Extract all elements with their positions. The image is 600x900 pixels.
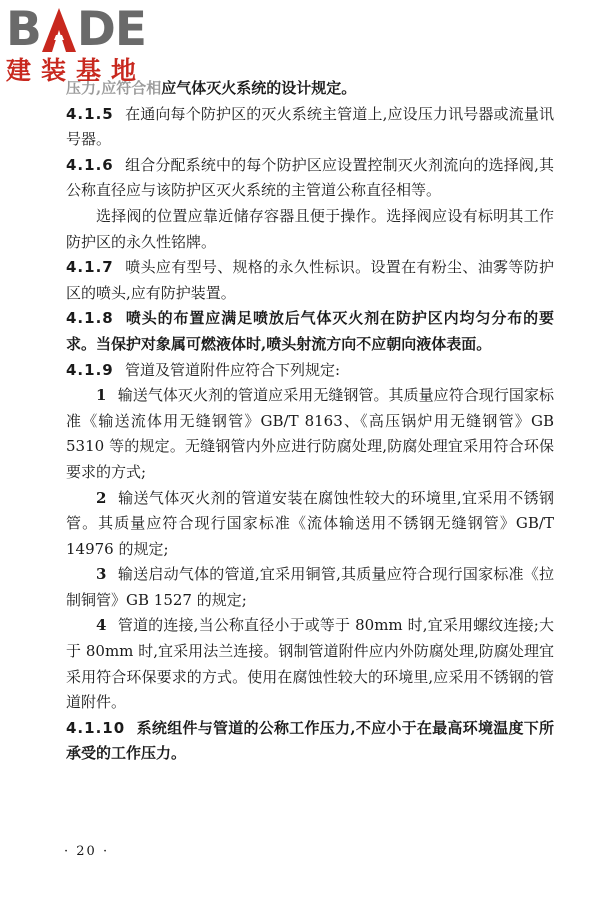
logo-wordmark <box>6 4 176 56</box>
clause-4-1-7 <box>66 255 554 306</box>
clause-number: 4.1.5 <box>66 104 114 123</box>
logo-letters-start: B <box>6 2 41 57</box>
clause-4-1-5 <box>66 102 554 153</box>
clause-4-1-6 <box>66 153 554 204</box>
clause-4-1-6-paragraph-2 <box>66 204 554 255</box>
list-item-text: 输送气体灭火剂的管道安装在腐蚀性较大的环境里,宜采用不锈钢管。其质量应符合现行国家标准《流体输送用不锈钢无缝钢管》GB/T 14976 的规定; <box>66 488 554 558</box>
clause-4-1-10 <box>66 716 554 767</box>
clause-number: 4.1.9 <box>66 360 114 379</box>
clause-text: 选择阀的位置应靠近储存容器且便于操作。选择阀应设有标明其工作防护区的永久性铭牌。 <box>66 206 554 251</box>
clause-text: 喷头的布置应满足喷放后气体灭火剂在防护区内均匀分布的要求。当保护对象属可燃液体时,喷头射流方向不应朝向液体表面。 <box>66 309 554 353</box>
list-item-text: 管道的连接,当公称直径小于或等于 80mm 时,宜采用螺纹连接;大于 80mm 时,宜采用法兰连接。钢制管道附件应内外防腐处理,防腐处理宜采用符合环保要求的方式。使用在腐蚀性较大的环境里,应采用不锈钢的管道附件。 <box>66 616 554 712</box>
clause-text: 管道及管道附件应符合下列规定: <box>124 360 341 379</box>
clause-4-1-8 <box>66 306 554 357</box>
list-item-number: 1 <box>96 386 107 405</box>
clause-number: 4.1.7 <box>66 258 114 277</box>
list-item-2 <box>66 486 554 563</box>
logo-letters-end: DE <box>76 2 146 57</box>
paragraph-text: 应气体灭火系统的设计规定。 <box>161 79 357 97</box>
page-number: · 20 · <box>64 844 110 859</box>
list-item-text: 输送气体灭火剂的管道应采用无缝钢管。其质量应符合现行国家标准《输送流体用无缝钢管》GB/T 8163、《高压锅炉用无缝钢管》GB 5310 等的规定。无缝钢管内外应进行防腐处理,防腐处理宜采用符合环保要求的方式; <box>66 386 554 481</box>
logo <box>6 4 176 86</box>
list-item-4 <box>66 613 554 715</box>
clause-text: 组合分配系统中的每个防护区应设置控制灭火剂流向的选择阀,其公称直径应与该防护区灭火系统的主管道公称直径相等。 <box>66 155 554 200</box>
logo-subtitle: 建装基地 <box>6 56 147 85</box>
clause-number: 4.1.10 <box>66 718 126 737</box>
clause-4-1-9 <box>66 358 554 384</box>
list-item-3 <box>66 562 554 613</box>
list-item-1 <box>66 383 554 485</box>
list-item-number: 4 <box>96 616 107 635</box>
document-body <box>66 76 554 767</box>
clause-text: 在通向每个防护区的灭火系统主管道上,应设压力讯号器或流量讯号器。 <box>66 104 554 149</box>
clause-text: 喷头应有型号、规格的永久性标识。设置在有粉尘、油雾等防护区的喷头,应有防护装置。 <box>66 258 554 302</box>
faded-text: 压力,应符合相 <box>66 79 162 97</box>
list-item-number: 2 <box>96 488 107 507</box>
clause-number: 4.1.6 <box>66 155 114 174</box>
list-item-text: 输送启动气体的管道,宜采用铜管,其质量应符合现行国家标准《拉制铜管》GB 1527 的规定; <box>66 565 554 609</box>
list-item-number: 3 <box>96 565 107 584</box>
clause-number: 4.1.8 <box>66 309 114 328</box>
logo-a-mark-icon <box>42 8 76 52</box>
clause-text: 系统组件与管道的公称工作压力,不应小于在最高环境温度下所承受的工作压力。 <box>66 718 554 763</box>
